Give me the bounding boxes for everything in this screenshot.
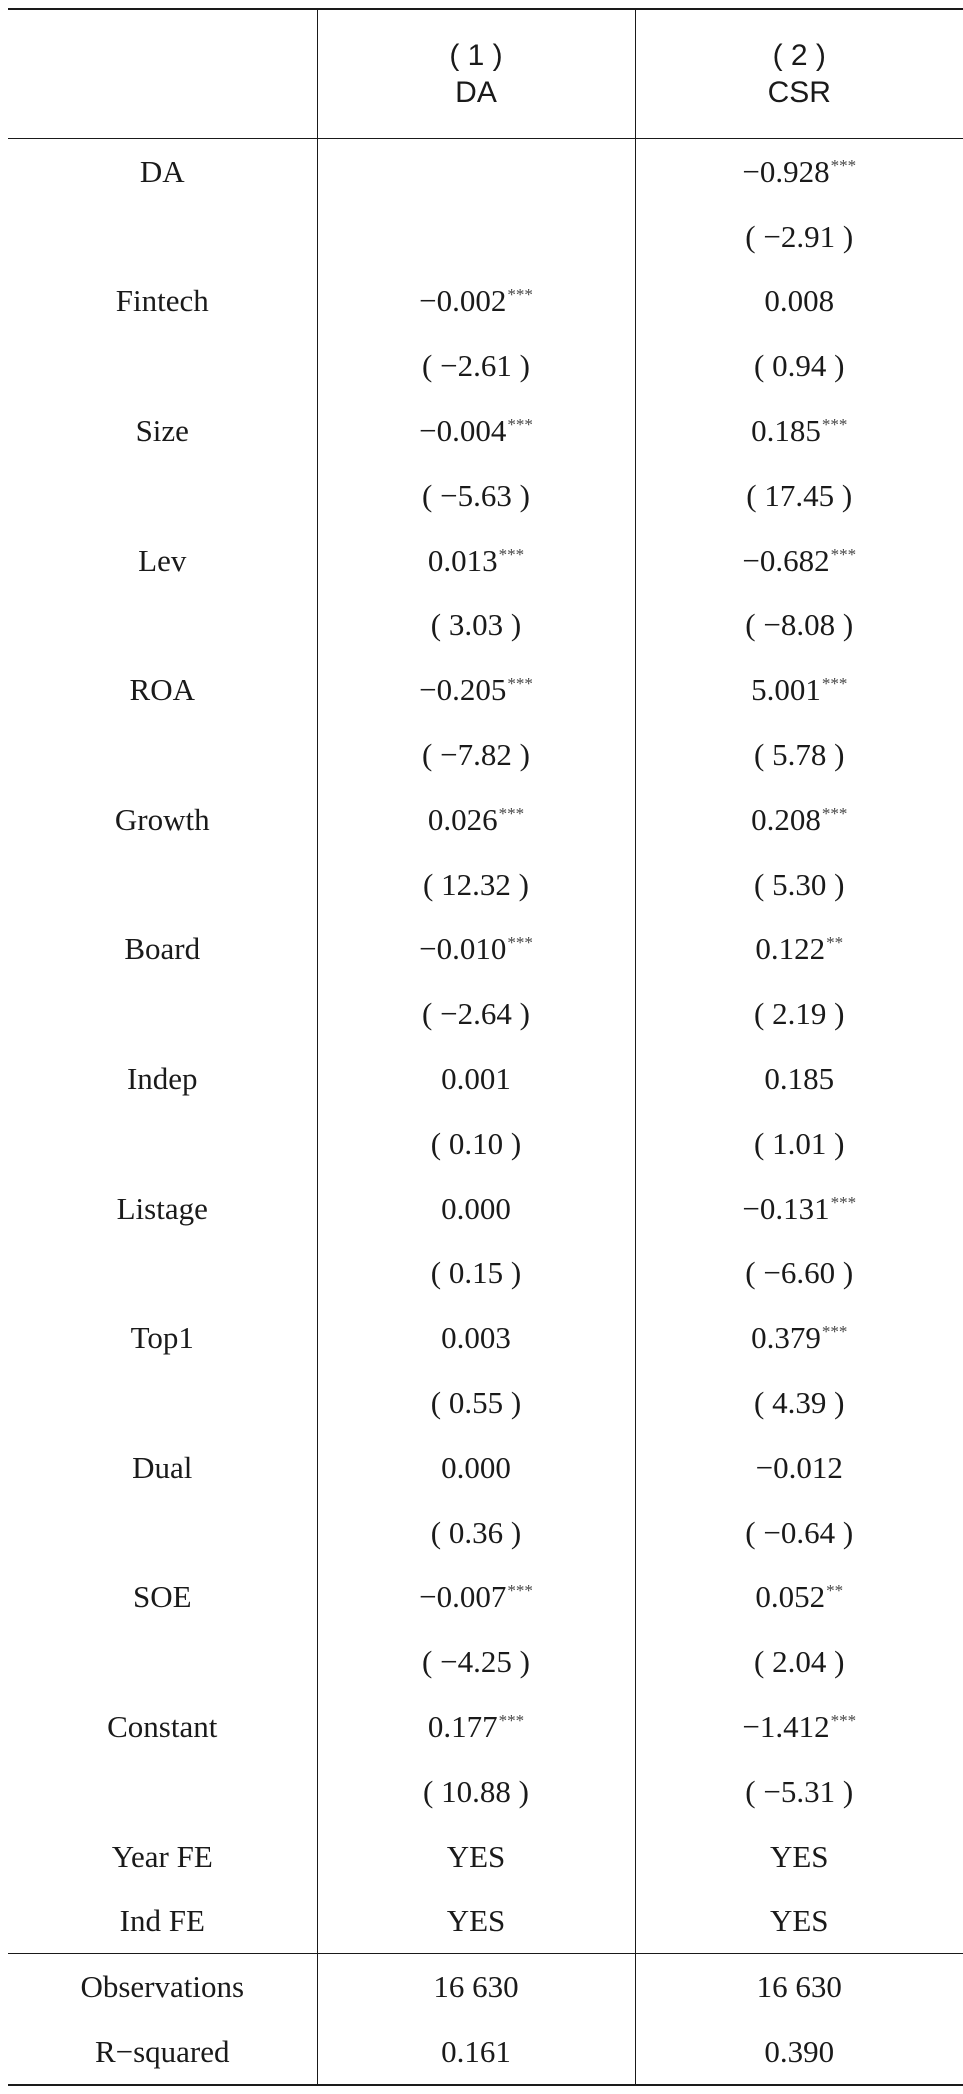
cell-value: ( 2.04 ) (754, 1644, 845, 1680)
cell-value: Listage (116, 1190, 208, 1226)
cell-col-1 (317, 1046, 635, 1111)
cell-value: 16 630 (433, 1969, 519, 2005)
cell-value: 0.161 (441, 2034, 511, 2070)
row-label (8, 528, 317, 593)
table-row (8, 852, 963, 917)
cell-col-1 (317, 917, 635, 982)
cell-col-2 (635, 722, 963, 787)
cell-value: Board (124, 931, 201, 967)
significance-stars: *** (498, 803, 525, 823)
significance-stars: *** (830, 544, 857, 564)
cell-col-1 (317, 139, 635, 204)
cell-value: SOE (132, 1579, 192, 1615)
cell-value: ( −7.82 ) (422, 737, 530, 773)
column-label: DA (455, 76, 497, 109)
significance-stars: *** (507, 285, 533, 305)
table-row (8, 657, 963, 722)
significance-stars: *** (821, 803, 848, 823)
cell-value: 0.013 (427, 542, 498, 578)
row-label (8, 1889, 317, 1954)
cell-value: 0.122 (755, 931, 826, 967)
cell-value: ( −4.25 ) (422, 1644, 530, 1680)
significance-stars: ** (826, 933, 844, 953)
cell-value: 0.000 (441, 1449, 511, 1485)
row-label (8, 1565, 317, 1630)
cell-col-1 (317, 269, 635, 334)
row-label (8, 593, 317, 658)
cell-col-1 (317, 981, 635, 1046)
cell-value: ( 5.78 ) (754, 737, 845, 773)
cell-col-2 (635, 1305, 963, 1370)
cell-value: −0.131 (742, 1190, 830, 1226)
cell-value: Year FE (111, 1838, 213, 1874)
table-row (8, 333, 963, 398)
cell-col-1 (317, 1435, 635, 1500)
header-corner-cell (8, 9, 317, 139)
cell-value: ( −0.64 ) (745, 1514, 854, 1550)
cell-value: −0.004 (419, 413, 507, 449)
cell-value: ( 17.45 ) (746, 477, 853, 513)
significance-stars: *** (507, 674, 533, 694)
cell-col-1 (317, 1694, 635, 1759)
cell-value: ( −6.60 ) (745, 1255, 854, 1291)
significance-stars: ** (826, 1581, 844, 1601)
significance-stars: *** (830, 1192, 857, 1212)
cell-value: ( −8.08 ) (745, 607, 854, 643)
cell-value: 5.001 (751, 672, 821, 708)
cell-value: −0.682 (742, 542, 830, 578)
significance-stars: *** (821, 1322, 848, 1342)
cell-col-1 (317, 398, 635, 463)
significance-stars: *** (821, 674, 848, 694)
table-header-row (8, 9, 963, 139)
column-number: ( 2 ) (772, 38, 826, 72)
cell-col-1 (317, 1824, 635, 1889)
cell-value: ( 4.39 ) (754, 1385, 845, 1421)
row-label (8, 1629, 317, 1694)
row-label (8, 852, 317, 917)
cell-value: ( 3.03 ) (430, 607, 522, 643)
cell-value: 0.000 (441, 1190, 511, 1226)
cell-value: Top1 (130, 1320, 194, 1356)
cell-col-1 (317, 1565, 635, 1630)
cell-col-2 (635, 398, 963, 463)
cell-col-1 (317, 2019, 635, 2085)
row-label (8, 1500, 317, 1565)
cell-value: ( 5.30 ) (754, 866, 845, 902)
table-row (8, 1565, 963, 1630)
row-label (8, 463, 317, 528)
cell-col-2 (635, 1241, 963, 1306)
table-row (8, 204, 963, 269)
row-label (8, 1694, 317, 1759)
cell-value: 0.379 (751, 1320, 821, 1356)
cell-value: −0.010 (419, 931, 507, 967)
table-row (8, 269, 963, 334)
cell-value: Size (135, 413, 189, 449)
table-row (8, 917, 963, 982)
cell-col-2 (635, 593, 963, 658)
cell-col-1 (317, 1629, 635, 1694)
cell-value: Lev (138, 542, 187, 578)
row-label (8, 1305, 317, 1370)
cell-col-2 (635, 463, 963, 528)
table-row (8, 1111, 963, 1176)
cell-value: 0.052 (755, 1579, 826, 1615)
cell-value: ( −5.63 ) (422, 477, 530, 513)
cell-col-2 (635, 333, 963, 398)
cell-col-1 (317, 333, 635, 398)
table-row (8, 1824, 963, 1889)
cell-value: DA (139, 153, 185, 189)
cell-value: ( −2.91 ) (745, 218, 854, 254)
table-row (8, 1046, 963, 1111)
cell-col-1 (317, 657, 635, 722)
cell-col-2 (635, 1565, 963, 1630)
cell-col-1 (317, 1759, 635, 1824)
cell-value: 0.185 (751, 413, 821, 449)
table-body (8, 139, 963, 2086)
row-label (8, 139, 317, 204)
cell-col-2 (635, 1435, 963, 1500)
significance-stars: *** (821, 415, 848, 435)
table-row (8, 1889, 963, 1954)
regression-table (8, 8, 963, 2086)
cell-col-2 (635, 852, 963, 917)
cell-value: YES (769, 1903, 829, 1939)
row-label (8, 269, 317, 334)
cell-value: 0.390 (764, 2034, 835, 2070)
row-label (8, 204, 317, 269)
cell-value: ( −2.61 ) (422, 348, 530, 384)
row-label (8, 398, 317, 463)
cell-value: −0.002 (419, 283, 507, 319)
cell-col-2 (635, 1500, 963, 1565)
cell-value: ( −5.31 ) (745, 1773, 854, 1809)
cell-col-1 (317, 1954, 635, 2019)
cell-col-2 (635, 981, 963, 1046)
cell-col-1 (317, 528, 635, 593)
cell-value: ( 0.15 ) (430, 1255, 522, 1291)
cell-col-2 (635, 1370, 963, 1435)
table-row (8, 1241, 963, 1306)
table-row (8, 1305, 963, 1370)
table-row (8, 787, 963, 852)
row-label (8, 1046, 317, 1111)
cell-value: Fintech (115, 283, 209, 319)
cell-col-1 (317, 1500, 635, 1565)
cell-value: ( 2.19 ) (754, 996, 845, 1032)
table-row (8, 1629, 963, 1694)
significance-stars: *** (498, 544, 525, 564)
cell-value: ( 0.10 ) (430, 1125, 522, 1161)
cell-col-2 (635, 2019, 963, 2085)
cell-col-2 (635, 1694, 963, 1759)
cell-value: R−squared (94, 2034, 230, 2070)
table-row (8, 1176, 963, 1241)
column-label: CSR (767, 76, 831, 109)
cell-col-2 (635, 139, 963, 204)
cell-col-1 (317, 463, 635, 528)
column-header-1 (317, 9, 635, 139)
cell-value: −0.012 (755, 1449, 843, 1485)
cell-col-2 (635, 204, 963, 269)
cell-col-2 (635, 917, 963, 982)
significance-stars: *** (507, 1581, 533, 1601)
cell-value: ( 0.94 ) (754, 348, 845, 384)
cell-value: Observations (80, 1969, 245, 2005)
table-row (8, 398, 963, 463)
table-row (8, 981, 963, 1046)
table-row (8, 1370, 963, 1435)
cell-col-1 (317, 1305, 635, 1370)
cell-col-1 (317, 1889, 635, 1954)
cell-value: −0.928 (742, 153, 830, 189)
row-label (8, 1176, 317, 1241)
footer-row (8, 2019, 963, 2085)
cell-value: 0.008 (764, 283, 835, 319)
cell-value: 0.026 (427, 801, 498, 837)
cell-col-1 (317, 1241, 635, 1306)
table-row (8, 1694, 963, 1759)
row-label (8, 917, 317, 982)
cell-value: ( 12.32 ) (423, 866, 529, 902)
row-label (8, 981, 317, 1046)
row-label (8, 1241, 317, 1306)
significance-stars: *** (830, 1711, 857, 1731)
cell-value: ( 0.55 ) (430, 1385, 522, 1421)
significance-stars: *** (507, 415, 533, 435)
significance-stars: *** (498, 1711, 525, 1731)
cell-col-1 (317, 1370, 635, 1435)
cell-value: ( 10.88 ) (423, 1773, 529, 1809)
cell-col-2 (635, 1759, 963, 1824)
cell-value: Indep (126, 1061, 198, 1097)
cell-col-1 (317, 204, 635, 269)
table-row (8, 1759, 963, 1824)
row-label (8, 1759, 317, 1824)
cell-value: ( 1.01 ) (754, 1125, 845, 1161)
cell-value: 16 630 (756, 1969, 842, 2005)
cell-value: YES (769, 1838, 829, 1874)
cell-col-2 (635, 528, 963, 593)
footer-row (8, 1954, 963, 2019)
cell-value: −0.205 (419, 672, 507, 708)
cell-value: 0.177 (427, 1709, 498, 1745)
row-label (8, 1824, 317, 1889)
cell-value: −1.412 (742, 1709, 830, 1745)
cell-value: ROA (129, 672, 195, 708)
row-label (8, 787, 317, 852)
row-label (8, 1370, 317, 1435)
cell-col-1 (317, 852, 635, 917)
table-row (8, 463, 963, 528)
cell-col-2 (635, 1629, 963, 1694)
cell-col-2 (635, 657, 963, 722)
cell-value: −0.007 (419, 1579, 507, 1615)
cell-col-1 (317, 593, 635, 658)
cell-col-1 (317, 1176, 635, 1241)
cell-col-2 (635, 269, 963, 334)
table-row (8, 722, 963, 787)
cell-col-2 (635, 1046, 963, 1111)
row-label (8, 1954, 317, 2019)
cell-value: Dual (132, 1449, 193, 1485)
row-label (8, 1435, 317, 1500)
table-row (8, 1500, 963, 1565)
cell-col-2 (635, 1111, 963, 1176)
significance-stars: *** (830, 155, 857, 175)
cell-col-2 (635, 1954, 963, 2019)
cell-value: 0.208 (751, 801, 821, 837)
table-row (8, 528, 963, 593)
cell-col-2 (635, 1889, 963, 1954)
cell-value: YES (446, 1838, 506, 1874)
cell-col-2 (635, 1824, 963, 1889)
cell-value: 0.001 (441, 1061, 511, 1097)
cell-value: 0.185 (764, 1061, 835, 1097)
column-number: ( 1 ) (449, 38, 503, 72)
row-label (8, 1111, 317, 1176)
cell-col-1 (317, 722, 635, 787)
cell-value: Constant (107, 1709, 218, 1745)
cell-value: ( 0.36 ) (430, 1514, 522, 1550)
table-row (8, 593, 963, 658)
row-label (8, 657, 317, 722)
column-header-2 (635, 9, 963, 139)
cell-value: YES (446, 1903, 506, 1939)
table-row (8, 1435, 963, 1500)
cell-value: ( −2.64 ) (422, 996, 530, 1032)
cell-col-1 (317, 1111, 635, 1176)
cell-col-2 (635, 787, 963, 852)
row-label (8, 333, 317, 398)
row-label (8, 722, 317, 787)
table-row (8, 139, 963, 204)
cell-col-2 (635, 1176, 963, 1241)
cell-value: 0.003 (441, 1320, 511, 1356)
cell-col-1 (317, 787, 635, 852)
cell-value: Growth (114, 801, 210, 837)
significance-stars: *** (507, 933, 533, 953)
row-label (8, 2019, 317, 2085)
cell-value: Ind FE (119, 1903, 205, 1939)
